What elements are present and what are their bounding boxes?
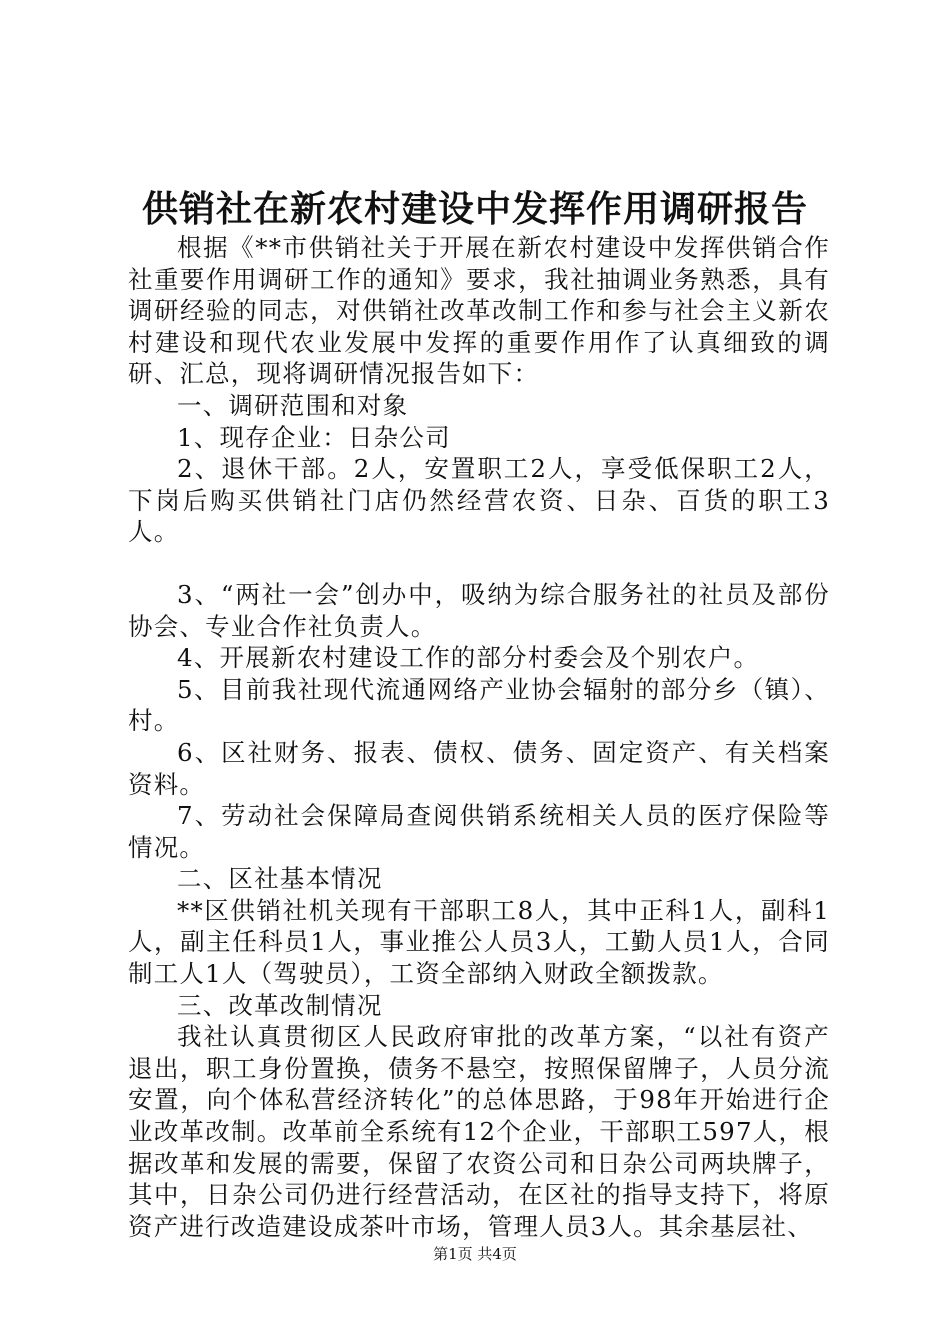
document-body bbox=[128, 232, 830, 1242]
list-item-6: 6、区社财务、报表、债权、债务、固定资产、有关档案资料。 bbox=[128, 737, 830, 799]
section-heading-1: 一、调研范围和对象 bbox=[177, 390, 409, 420]
list-item-5: 5、目前我社现代流通网络产业协会辐射的部分乡（镇）、村。 bbox=[128, 674, 830, 736]
section-heading-3: 三、改革改制情况 bbox=[177, 990, 383, 1020]
section-heading-2: 二、区社基本情况 bbox=[177, 864, 383, 894]
paragraph-basic-info: **区供销社机关现有干部职工8人，其中正科1人，副科1人，副主任科员1人，事业推公人员3人，工勤人员1人，合同制工人1人（驾驶员），工资全部纳入财政全额拨款。 bbox=[128, 895, 830, 989]
paragraph-reform: 我社认真贯彻区人民政府审批的改革方案，“以社有资产退出，职工身份置换，债务不悬空，按照保留牌子，人员分流安置，向个体私营经济转化”的总体思路，于98年开始进行企业改革改制。改革前全系统有12个企业，干部职工597人，根据改革和发展的需要，保留了农资公司和日杂公司两块牌子，其中，日杂公司仍进行经营活动，在区社的指导支持下，将原资产进行改造建设成茶叶市场，管理人员3人。其余基层社、 bbox=[128, 1022, 830, 1241]
list-item-1: 1、现存企业：日杂公司 bbox=[177, 422, 451, 452]
list-item-2: 2、退休干部。2人，安置职工2人，享受低保职工2人，下岗后购买供销社门店仍然经营农资、日杂、百货的职工3人。 bbox=[128, 454, 830, 547]
document-title: 供销社在新农村建设中发挥作用调研报告 bbox=[141, 188, 808, 230]
page-footer: 第1页 共4页 bbox=[433, 1245, 517, 1263]
list-item-4: 4、开展新农村建设工作的部分村委会及个别农户。 bbox=[177, 643, 760, 673]
list-item-3: 3、“两社一会”创办中，吸纳为综合服务社的社员及部份协会、专业合作社负责人。 bbox=[128, 579, 830, 641]
paragraph-intro: 根据《**市供销社关于开展在新农村建设中发挥供销合作社重要作用调研工作的通知》要求，我社抽调业务熟悉，具有调研经验的同志，对供销社改革改制工作和参与社会主义新农村建设和现代农业发展中发挥的重要作用作了认真细致的调研、汇总，现将调研情况报告如下： bbox=[128, 233, 830, 389]
list-item-7: 7、劳动社会保障局查阅供销系统相关人员的医疗保险等情况。 bbox=[128, 801, 830, 862]
